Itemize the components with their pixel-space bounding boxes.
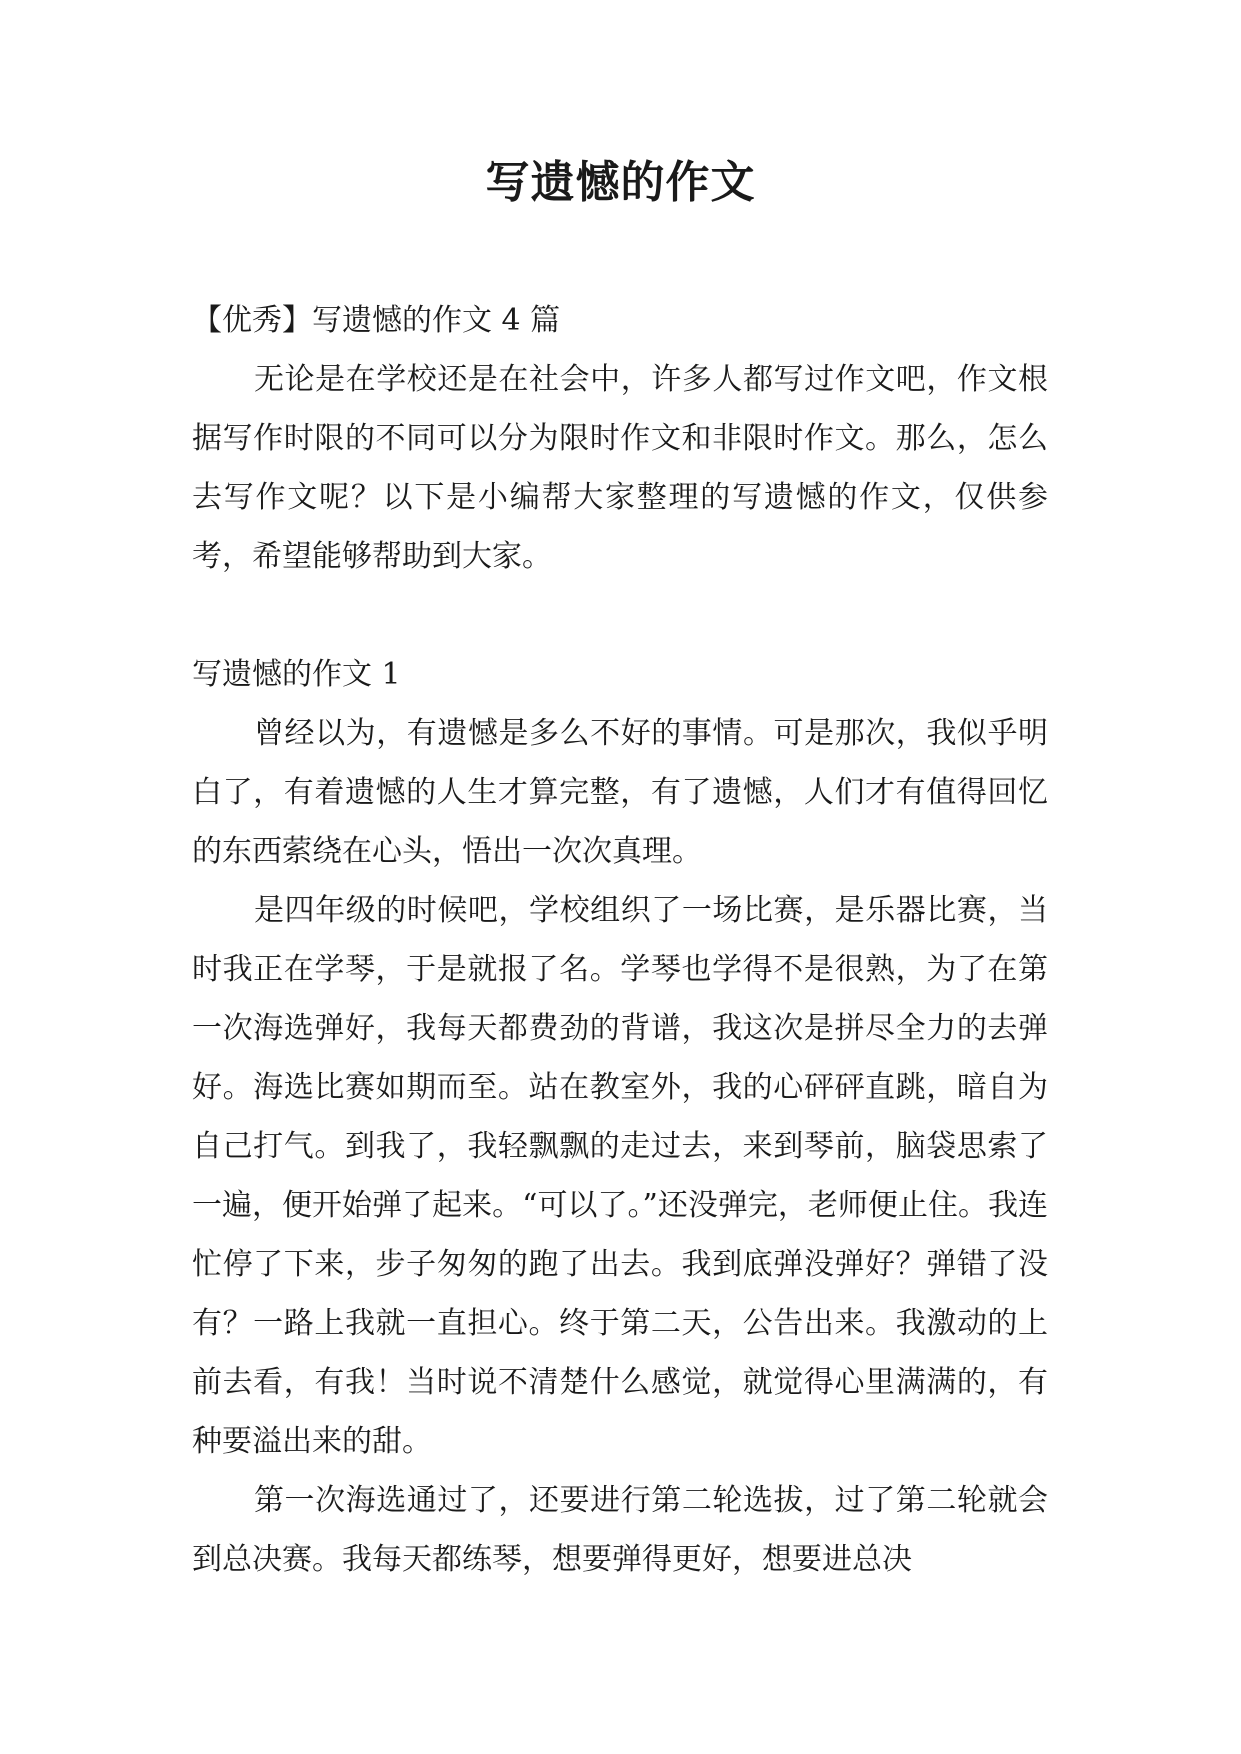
body-paragraph: 曾经以为，有遗憾是多么不好的事情。可是那次，我似乎明白了，有着遗憾的人生才算完整，有了遗憾，人们才有值得回忆的东西萦绕在心头，悟出一次次真理。 xyxy=(192,716,1048,869)
document-title: 写遗憾的作文 xyxy=(485,157,756,208)
document-subtitle: 【优秀】写遗憾的作文 4 篇 xyxy=(192,303,561,338)
section-heading: 写遗憾的作文 1 xyxy=(192,657,401,692)
intro-paragraph: 无论是在学校还是在社会中，许多人都写过作文吧，作文根据写作时限的不同可以分为限时作文和非限时作文。那么，怎么去写作文呢？以下是小编帮大家整理的写遗憾的作文，仅供参考，希望能够帮助到大家。 xyxy=(192,362,1048,574)
body-paragraph: 是四年级的时候吧，学校组织了一场比赛，是乐器比赛，当时我正在学琴，于是就报了名。学琴也学得不是很熟，为了在第一次海选弹好，我每天都费劲的背谱，我这次是拼尽全力的去弹好。海选比赛如期而至。站在教室外，我的心砰砰直跳，暗自为自己打气。到我了，我轻飘飘的走过去，来到琴前，脑袋思索了一遍，便开始弹了起来。“可以了。”还没弹完，老师便止住。我连忙停了下来，步子匆匆的跑了出去。我到底弹没弹好？弹错了没有？一路上我就一直担心。终于第二天，公告出来。我激动的上前去看，有我！当时说不清楚什么感觉，就觉得心里满满的，有种要溢出来的甜。 xyxy=(192,893,1048,1459)
body-paragraph: 第一次海选通过了，还要进行第二轮选拔，过了第二轮就会到总决赛。我每天都练琴，想要弹得更好，想要进总决 xyxy=(192,1483,1048,1577)
document-body xyxy=(192,291,1048,1589)
